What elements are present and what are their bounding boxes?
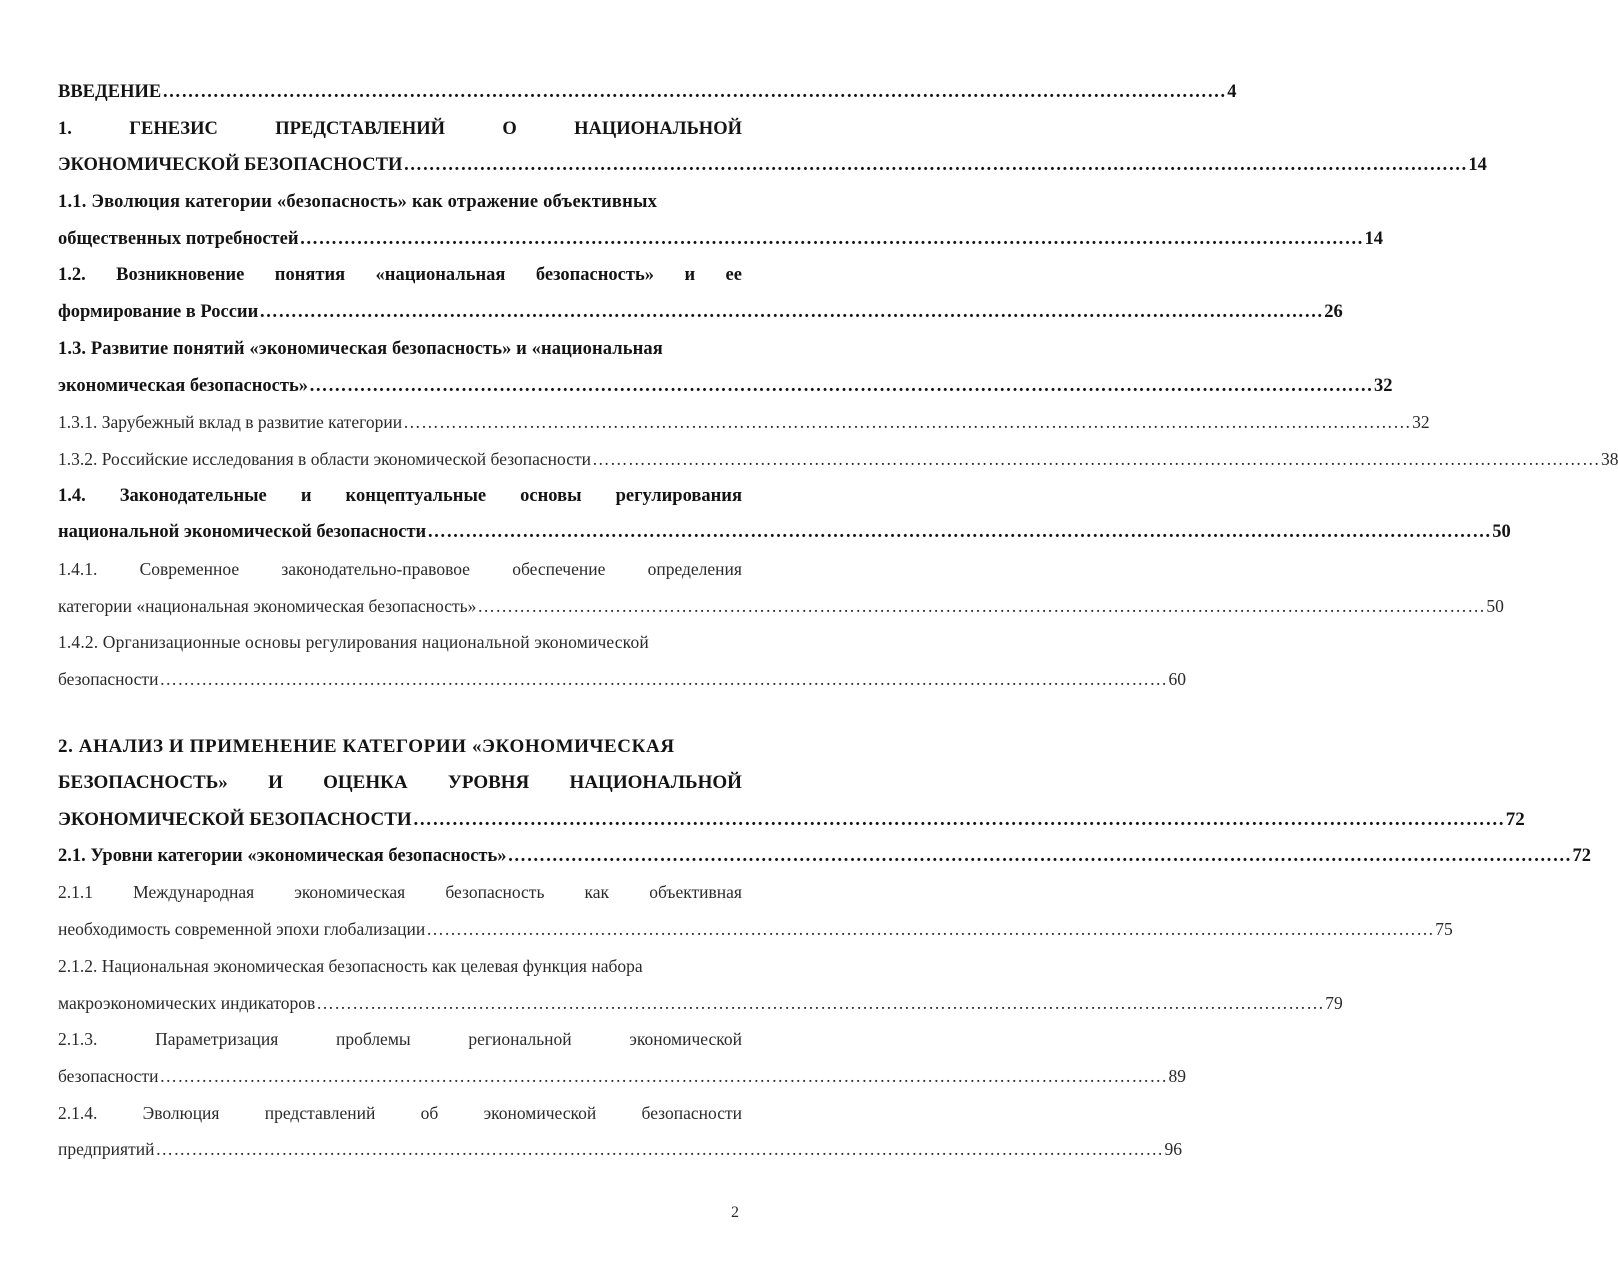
toc-word: безопасности [641,1102,742,1123]
toc-entry-1-2-cont[interactable] [58,302,1343,339]
toc-word: представлений [264,1102,376,1123]
toc-title: ВВЕДЕНИЕ [58,82,162,102]
toc-page: 32 [1412,412,1430,433]
toc-entry-1-4-cont[interactable] [58,522,1511,559]
dot-leader: …………………………………………………………………………………………………………………………………………………… [155,1139,1164,1160]
dot-leader: …………………………………………………………………………………………………………………………………………………… [412,809,1505,831]
toc-entry-1-4[interactable] [58,486,742,523]
toc-title: 2.1.2. Национальная экономическая безопасность как целевая функция набора [58,955,643,976]
toc-title: 1.1. Эволюция категории «безопасность» как отражение объективных [58,192,658,213]
toc-entry-chapter-1-cont[interactable] [58,155,1487,192]
toc-entry-1-3-1[interactable] [58,412,1430,449]
toc-title: национальной экономической безопасности [58,522,427,543]
toc-entry-chapter-1[interactable] [58,119,742,156]
toc-page: 14 [1364,228,1383,249]
dot-leader: …………………………………………………………………………………………………………………………………………………… [427,522,1492,543]
toc-title: 1.3.2. Российские исследования в области экономической безопасности [58,448,591,469]
toc-page: 4 [1227,82,1237,102]
toc-word: 2.1.1 [58,882,93,903]
toc-title: предприятий [58,1139,155,1160]
toc-word: концептуальные [345,485,487,506]
toc-word: И [268,772,283,794]
toc-word: Международная [133,882,255,903]
toc-entry-chapter-2-cont[interactable] [58,772,742,809]
toc-word: НАЦИОНАЛЬНОЙ [574,118,742,139]
toc-word: безопасность [445,882,545,903]
toc-entry-1-1-cont[interactable] [58,228,1383,266]
dot-leader: …………………………………………………………………………………………………………………………………………………… [507,845,1572,866]
toc-entry-1-4-2[interactable] [58,632,742,669]
toc-title: 2. АНАЛИЗ И ПРИМЕНЕНИЕ КАТЕГОРИИ «ЭКОНОМИЧЕСКАЯ [58,735,675,757]
dot-leader: …………………………………………………………………………………………………………………………………………………… [259,302,1324,323]
toc-word: Законодательные [119,485,267,506]
toc-entry-1-4-1-cont[interactable] [58,595,1504,633]
toc-word: БЕЗОПАСНОСТЬ» [58,772,228,794]
dot-leader: …………………………………………………………………………………………………………………………………………………… [299,228,1364,249]
toc-word: безопасность» [535,265,655,286]
toc-entry-2-1-2-cont[interactable] [58,992,1343,1030]
dot-leader: …………………………………………………………………………………………………………………………………………………… [316,992,1325,1013]
toc-word: экономическая [294,882,406,903]
toc-entry-2-1[interactable] [58,845,1592,883]
toc-word: определения [647,558,742,579]
toc-word: ГЕНЕЗИС [129,118,218,139]
toc-entry-1-2[interactable] [58,265,742,302]
toc-title: ЭКОНОМИЧЕСКОЙ БЕЗОПАСНОСТИ [58,155,403,176]
toc-word: О [502,118,517,139]
toc-entry-2-1-3-cont[interactable] [58,1065,1186,1103]
toc-entry-1-3[interactable] [58,339,742,376]
toc-word: Эволюция [142,1102,220,1123]
toc-word: 1.2. [58,265,86,286]
toc-word: основы [520,485,582,506]
table-of-contents [58,82,1618,1176]
toc-word: «национальная [375,265,506,286]
toc-title: ЭКОНОМИЧЕСКОЙ БЕЗОПАСНОСТИ [58,809,412,831]
dot-leader: …………………………………………………………………………………………………………………………………………………… [477,595,1486,616]
toc-word: 1. [58,118,72,139]
toc-title: экономическая безопасность» [58,375,308,396]
toc-word: обеспечение [512,558,606,579]
toc-title: формирование в России [58,302,259,323]
toc-word: 2.1.4. [58,1102,98,1123]
toc-entry-intro[interactable] [58,82,1237,119]
toc-page: 50 [1486,595,1504,616]
toc-word: объективная [649,882,742,903]
toc-word: 1.4.1. [58,558,98,579]
toc-page: 79 [1325,992,1343,1013]
toc-word: законодательно-правовое [281,558,470,579]
toc-page: 72 [1505,809,1525,831]
toc-title: макроэкономических индикаторов [58,992,316,1013]
toc-page: 72 [1572,845,1592,866]
toc-word: НАЦИОНАЛЬНОЙ [569,772,742,794]
dot-leader: …………………………………………………………………………………………………………………………………………………… [159,1065,1168,1086]
dot-leader: …………………………………………………………………………………………………………………………………………………… [159,669,1168,689]
toc-word: экономической [483,1102,597,1123]
toc-entry-1-4-1[interactable] [58,559,742,596]
toc-entry-1-4-2-cont[interactable] [58,669,1186,706]
toc-entry-1-3-2[interactable] [58,448,1618,486]
dot-leader: …………………………………………………………………………………………………………………………………………………… [591,448,1600,469]
toc-word: региональной [468,1029,572,1050]
toc-page: 60 [1168,669,1186,689]
toc-word: экономической [629,1029,742,1050]
toc-page: 89 [1168,1065,1186,1086]
toc-page: 75 [1435,919,1453,940]
toc-word: Современное [139,558,240,579]
dot-leader: …………………………………………………………………………………………………………………………………………………… [403,412,1412,433]
toc-word: проблемы [335,1029,411,1050]
toc-page: 38 [1600,448,1618,469]
toc-word: понятия [274,265,346,286]
toc-title: категории «национальная экономическая безопасность» [58,595,477,616]
toc-page: 14 [1468,155,1487,176]
toc-word: ПРЕДСТАВЛЕНИЙ [275,118,446,139]
toc-word: 2.1.3. [58,1029,98,1050]
toc-entry-chapter-2-cont2[interactable] [58,809,1525,846]
toc-page: 50 [1492,522,1511,543]
toc-entry-1-1[interactable] [58,192,742,229]
toc-entry-2-1-2[interactable] [58,956,742,993]
toc-word: УРОВНЯ [447,772,530,794]
spacer [58,706,742,736]
toc-title: общественных потребностей [58,228,299,249]
toc-entry-2-1-3[interactable] [58,1029,742,1066]
toc-page: 96 [1164,1139,1182,1160]
toc-title: безопасности [58,669,159,689]
toc-word: Возникновение [116,265,245,286]
dot-leader: …………………………………………………………………………………………………………………………………………………… [308,375,1373,396]
toc-title: 1.3. Развитие понятий «экономическая безопасность» и «национальная [58,338,663,359]
toc-word: регулирования [615,485,742,506]
toc-word: и [684,265,696,286]
toc-title: безопасности [58,1065,159,1086]
toc-title: 1.3.1. Зарубежный вклад в развитие категории [58,412,403,433]
toc-word: Параметризация [155,1029,279,1050]
toc-word: ее [725,265,742,286]
toc-word: 1.4. [58,485,86,506]
dot-leader: …………………………………………………………………………………………………………………………………………………… [426,919,1435,940]
toc-title: необходимость современной эпохи глобализации [58,919,426,940]
dot-leader: …………………………………………………………………………………………………………………………………………………… [162,82,1227,102]
toc-word: и [300,485,312,506]
toc-word: об [420,1102,439,1123]
toc-entry-1-3-cont[interactable] [58,375,1393,413]
toc-entry-2-1-4[interactable] [58,1103,742,1140]
toc-entry-chapter-2[interactable] [58,736,742,773]
toc-entry-2-1-1-cont[interactable] [58,919,1453,956]
toc-title: 2.1. Уровни категории «экономическая безопасность» [58,845,507,866]
toc-page: 26 [1324,302,1343,323]
toc-page: 32 [1373,375,1393,396]
toc-word: как [584,882,610,903]
toc-title: 1.4.2. Организационные основы регулирования национальной экономической [58,632,649,653]
dot-leader: …………………………………………………………………………………………………………………………………………………… [403,155,1468,176]
toc-entry-2-1-1[interactable] [58,882,742,919]
toc-word: ОЦЕНКА [323,772,408,794]
page-number: 2 [731,1204,739,1221]
toc-entry-2-1-4-cont[interactable] [58,1139,1182,1176]
